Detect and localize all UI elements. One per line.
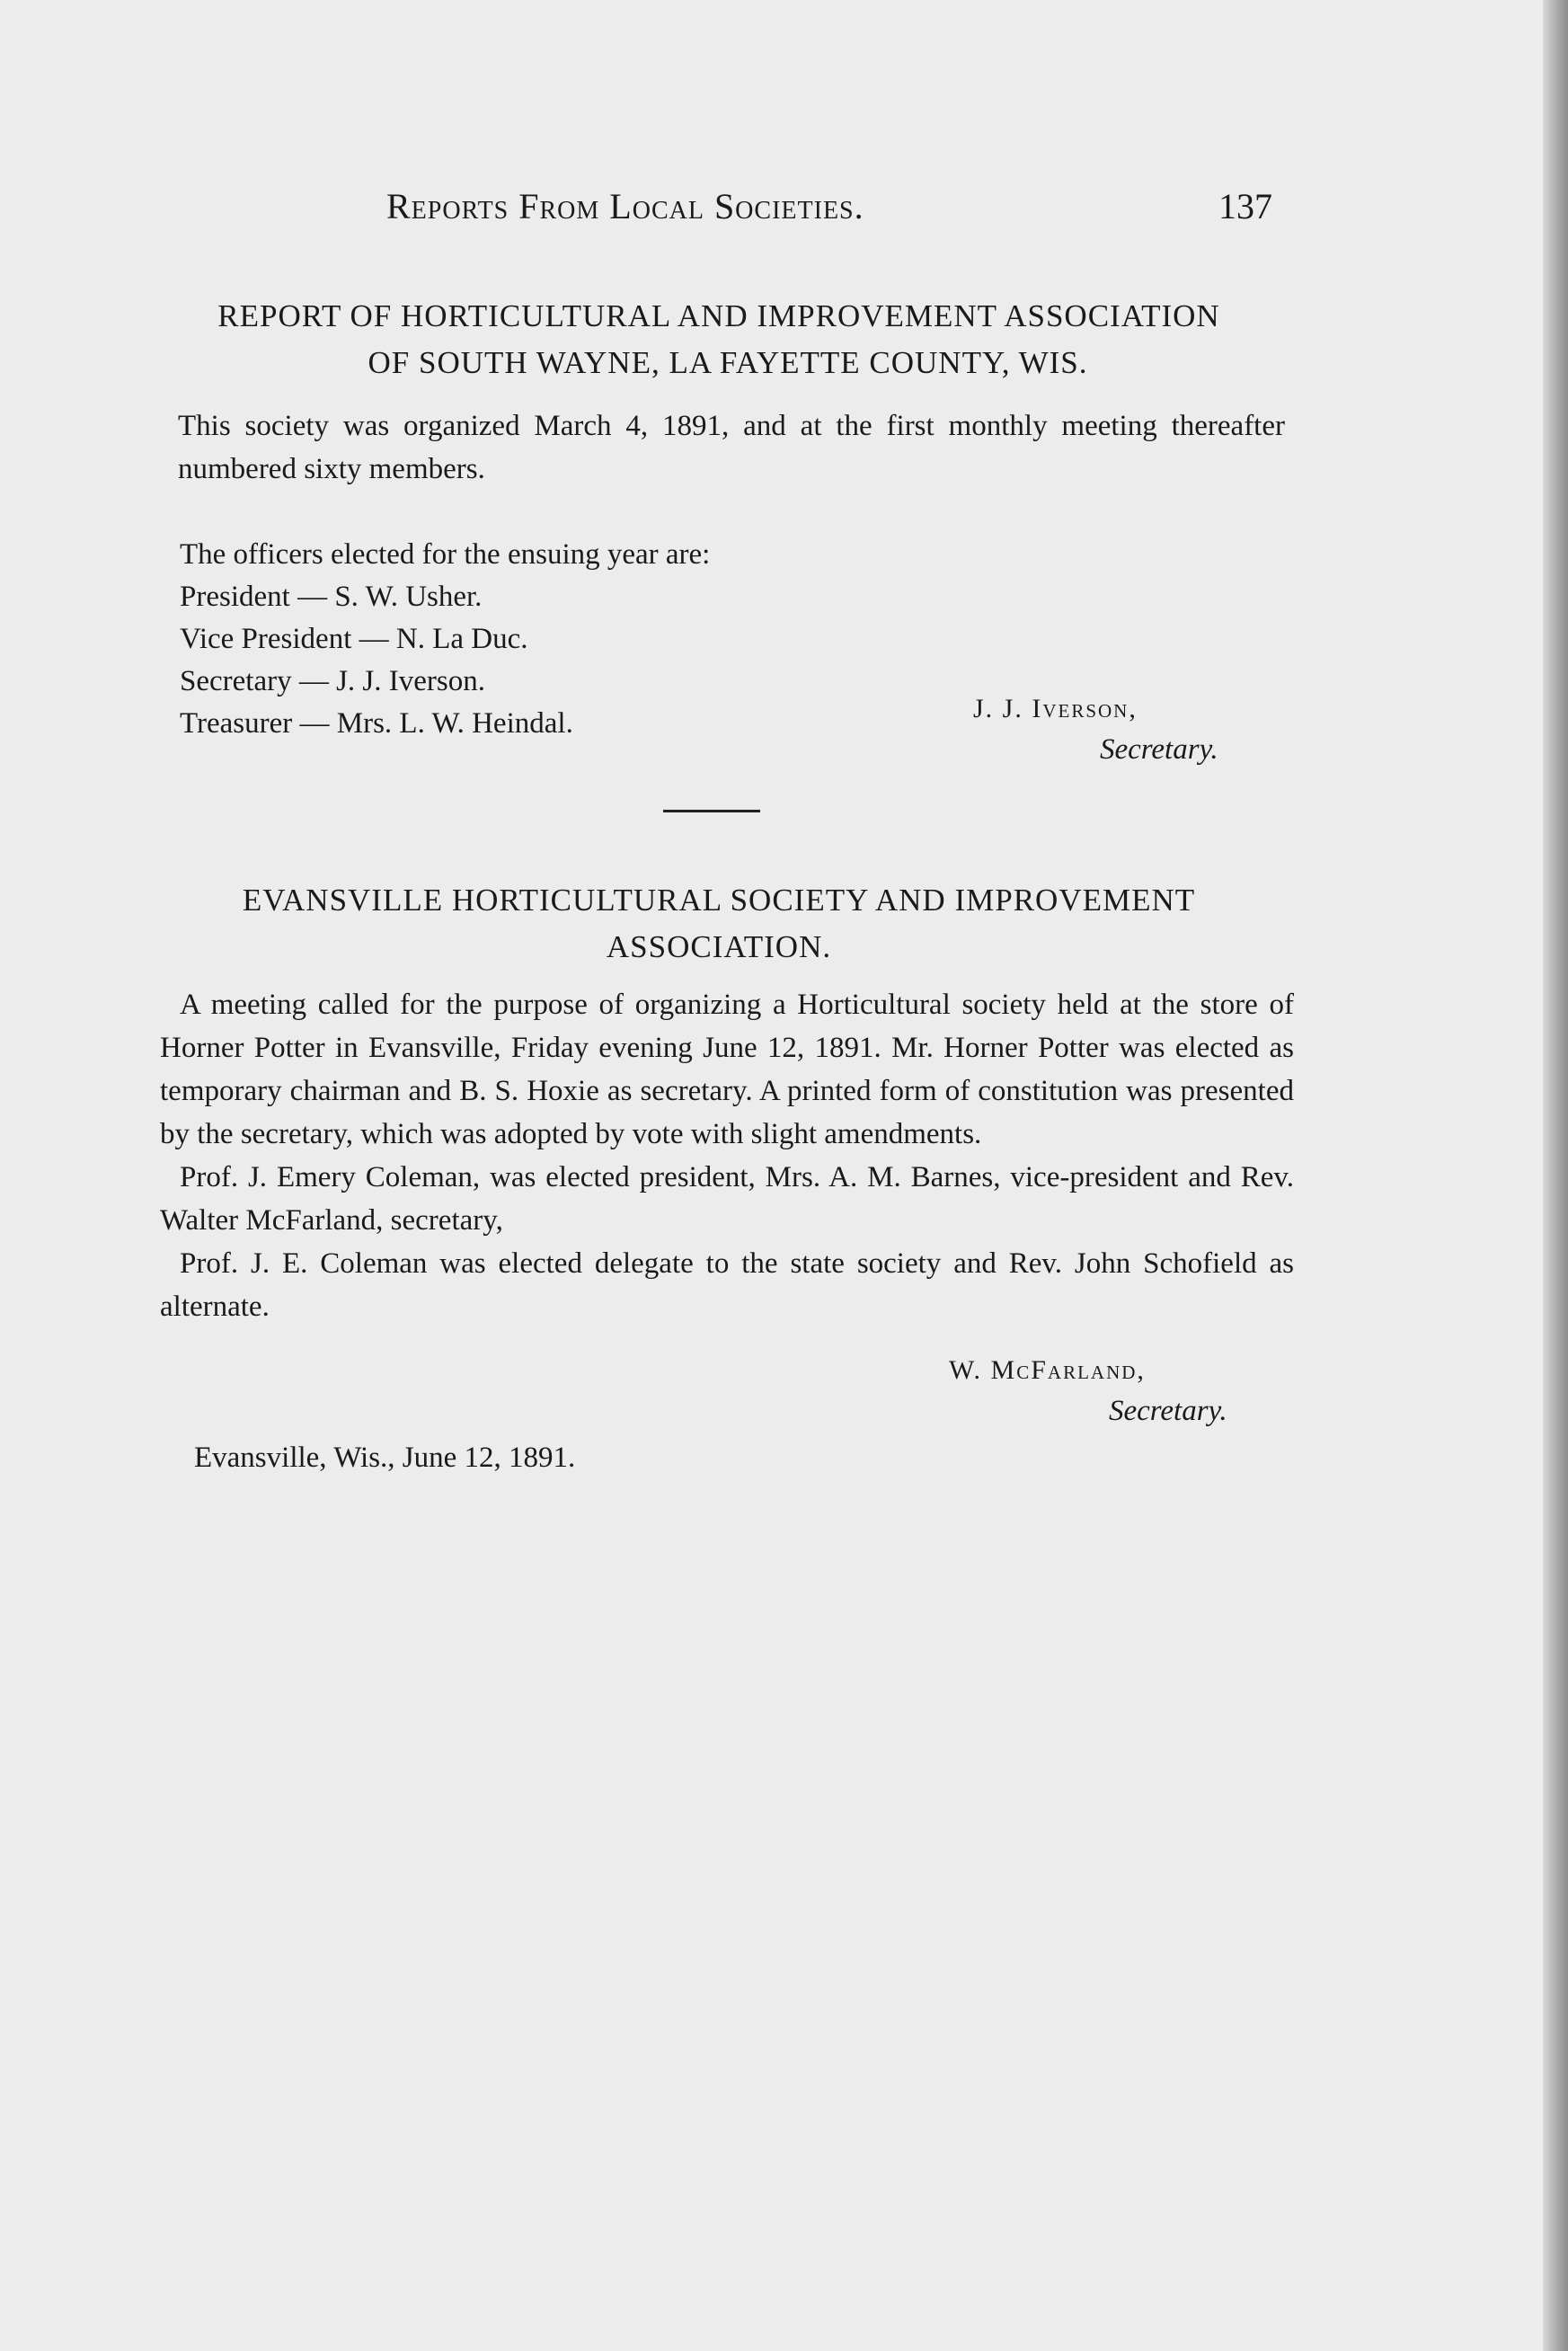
section1-paragraph-text: This society was organized March 4, 1891, and at the first monthly meeting thereafter numbered sixty members. xyxy=(178,410,1285,485)
officer-vice-president: Vice President — N. La Duc. xyxy=(180,623,528,655)
officer-president: President — S. W. Usher. xyxy=(180,581,483,613)
section2-signature-title: Secretary. xyxy=(1109,1395,1227,1427)
section2-heading-line2: ASSOCIATION. xyxy=(606,929,832,964)
section1-paragraph xyxy=(178,404,1285,491)
running-head: Reports From Local Societies. xyxy=(386,186,864,226)
section2-body xyxy=(160,983,1294,1328)
page-number: 137 xyxy=(1218,186,1272,226)
section1-heading-line1: REPORT OF HORTICULTURAL AND IMPROVEMENT ASSOCIATION xyxy=(217,298,1220,333)
officers-list xyxy=(180,534,710,745)
section2-paragraph3: Prof. J. E. Coleman was elected delegate to the state society and Rev. John Schofield as alternate. xyxy=(160,1247,1294,1323)
officer-secretary: Secretary — J. J. Iverson. xyxy=(180,665,485,697)
section1-signature-title: Secretary. xyxy=(1100,733,1218,766)
page-edge-shadow xyxy=(1543,0,1568,2351)
section1-heading-line2: OF SOUTH WAYNE, LA FAYETTE COUNTY, WIS. xyxy=(368,345,1088,380)
section2-heading-line1: EVANSVILLE HORTICULTURAL SOCIETY AND IMPROVEMENT xyxy=(242,883,1196,918)
section1-signature-name: J. J. Iverson, xyxy=(973,694,1138,723)
officers-intro: The officers elected for the ensuing year are: xyxy=(180,538,711,571)
section2-signature-name: W. McFarland, xyxy=(949,1355,1146,1385)
section2-paragraph1: A meeting called for the purpose of organizing a Horticultural society held at the store of Horner Potter in Evansville, Friday evening June 12, 1891. Mr. Horner Potter was elected as temporary chairman and B. S. Hoxie as secretary. A printed form of constitution was presented by the secretary, which was adopted by vote with slight amendments. xyxy=(160,989,1294,1150)
section-divider xyxy=(663,810,760,812)
section2-paragraph2: Prof. J. Emery Coleman, was elected president, Mrs. A. M. Barnes, vice-president and Rev. Walter McFarland, secretary, xyxy=(160,1161,1294,1237)
dateline: Evansville, Wis., June 12, 1891. xyxy=(194,1442,576,1474)
officer-treasurer: Treasurer — Mrs. L. W. Heindal. xyxy=(180,707,573,740)
